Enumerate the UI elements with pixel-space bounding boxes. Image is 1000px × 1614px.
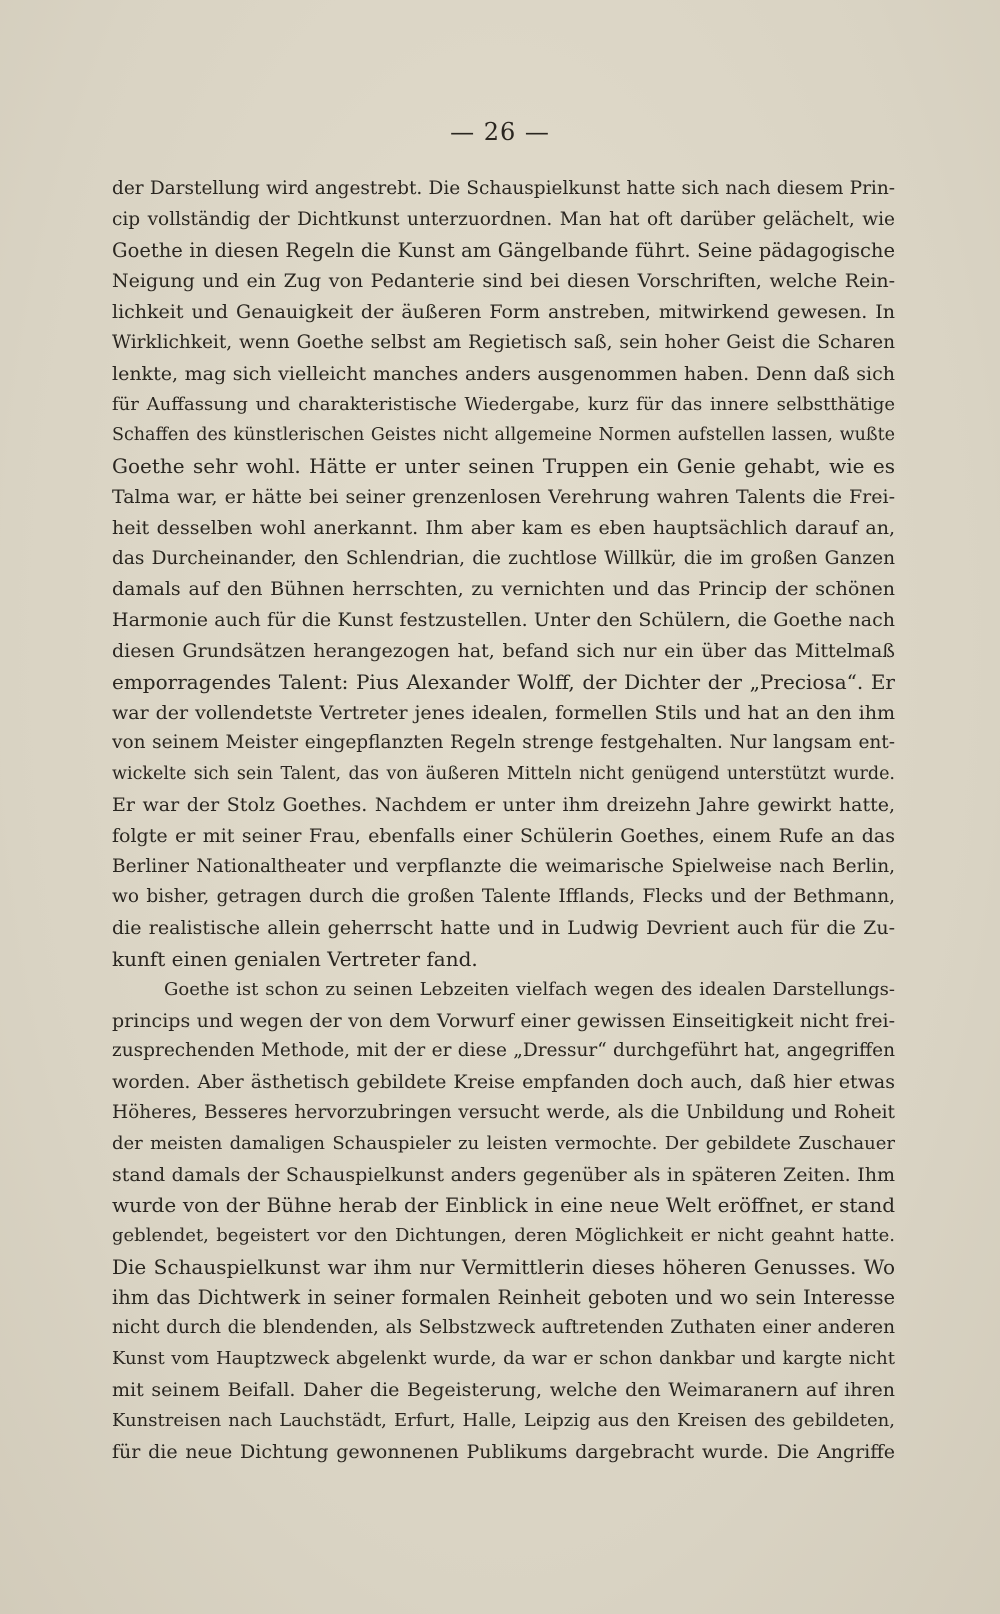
text-line: lichkeit und Genauigkeit der äußeren Form anstreben, mitwirkend gewesen. In [112, 301, 895, 324]
text-line: folgte er mit seiner Frau, ebenfalls einer Schülerin Goethes, einem Rufe an das [112, 824, 895, 847]
text-line: Goethe ist schon zu seinen Lebzeiten vielfach wegen des idealen Darstellungs- [164, 978, 895, 1000]
text-line: diesen Grundsätzen herangezogen hat, befand sich nur ein über das Mittelmaß [112, 639, 895, 662]
text-line: geblendet, begeistert vor den Dichtungen, deren Möglichkeit er nicht geahnt hatte. [112, 1225, 895, 1247]
text-line: stand damals der Schauspielkunst anders gegenüber als in späteren Zeiten. Ihm [112, 1163, 895, 1186]
text-line: wickelte sich sein Talent, das von äußeren Mitteln nicht genügend unterstützt wurde. [112, 764, 895, 785]
text-line: der Darstellung wird angestrebt. Die Schauspielkunst hatte sich nach diesem Prin- [112, 178, 895, 199]
text-line: Die Schauspielkunst war ihm nur Vermittlerin dieses höheren Genusses. Wo [112, 1254, 895, 1279]
text-line: für die neue Dichtung gewonnenen Publikums dargebracht wurde. Die Angriffe [112, 1440, 895, 1463]
text-line: wo bisher, getragen durch die großen Talente Ifflands, Flecks und der Bethmann, [112, 886, 895, 908]
text-line: Er war der Stolz Goethes. Nachdem er unter ihm dreizehn Jahre gewirkt hatte, [112, 793, 895, 816]
text-line: emporragendes Talent: Pius Alexander Wolff, der Dichter der „Preciosa“. Er [112, 669, 895, 694]
text-line: cip vollständig der Dichtkunst unterzuordnen. Man hat oft darüber gelächelt, wie [112, 208, 895, 230]
text-line: Kunstreisen nach Lauchstädt, Erfurt, Halle, Leipzig aus den Kreisen des gebildeten, [112, 1409, 895, 1431]
text-line: ihm das Dichtwerk in seiner formalen Reinheit geboten und wo sein Interesse [112, 1285, 895, 1309]
text-line: für Auffassung und charakteristische Wiedergabe, kurz für das innere selbstthätige [112, 393, 895, 415]
text-line: heit desselben wohl anerkannt. Ihm aber kam es eben hauptsächlich darauf an, [112, 516, 895, 539]
text-line: lenkte, mag sich vielleicht manches anders ausgenommen haben. Denn daß sich [112, 362, 895, 385]
text-line: mit seinem Beifall. Daher die Begeisterung, welche den Weimaranern auf ihren [112, 1379, 895, 1402]
body-text [112, 174, 895, 1467]
text-line: Kunst vom Hauptzweck abgelenkt wurde, da war er schon dankbar und kargte nicht [112, 1348, 895, 1370]
text-line: Schaffen des künstlerischen Geistes nicht allgemeine Normen aufstellen lassen, wußte [112, 425, 895, 446]
text-line: Berliner Nationaltheater und verpflanzte die weimarische Spielweise nach Berlin, [112, 855, 895, 877]
text-line: nicht durch die blendenden, als Selbstzweck auftretenden Zuthaten einer anderen [112, 1317, 895, 1339]
text-line: Talma war, er hätte bei seiner grenzenlosen Verehrung wahren Talents die Frei- [112, 485, 895, 508]
text-line: wurde von der Bühne herab der Einblick in eine neue Welt eröffnet, er stand [112, 1193, 895, 1218]
text-line: Goethe sehr wohl. Hätte er unter seinen Truppen ein Genie gehabt, wie es [112, 454, 895, 479]
text-line: der meisten damaligen Schauspieler zu leisten vermochte. Der gebildete Zuschauer [112, 1132, 895, 1154]
text-line: zusprechenden Methode, mit der er diese „Dressur“ durchgeführt hat, angegriffen [112, 1040, 895, 1062]
text-line: damals auf den Bühnen herrschten, zu vernichten und das Princip der schönen [112, 578, 895, 601]
text-line: Wirklichkeit, wenn Goethe selbst am Regietisch saß, sein hoher Geist die Scharen [112, 331, 895, 353]
text-line: die realistische allein geherrscht hatte und in Ludwig Devrient auch für die Zu- [112, 917, 895, 940]
text-line: Goethe in diesen Regeln die Kunst am Gängelbande führt. Seine pädagogische [112, 238, 895, 262]
text-line: Höheres, Besseres hervorzubringen versucht werde, als die Unbildung und Roheit [112, 1101, 895, 1123]
text-line: worden. Aber ästhetisch gebildete Kreise empfanden doch auch, daß hier etwas [112, 1071, 895, 1094]
text-line: kunft einen genialen Vertreter fand. [112, 946, 478, 971]
text-line: Harmonie auch für die Kunst festzustellen. Unter den Schülern, die Goethe nach [112, 609, 895, 632]
text-line: princips und wegen der von dem Vorwurf einer gewissen Einseitigkeit nicht frei- [112, 1009, 895, 1032]
text-line: Neigung und ein Zug von Pedanterie sind bei diesen Vorschriften, welche Rein- [112, 270, 895, 293]
page-number: — 26 — [450, 118, 550, 146]
text-line: das Durcheinander, den Schlendrian, die zuchtlose Willkür, die im großen Ganzen [112, 547, 895, 569]
text-line: war der vollendetste Vertreter jenes idealen, formellen Stils und hat an den ihm [112, 701, 895, 724]
text-line: von seinem Meister eingepflanzten Regeln strenge festgehalten. Nur langsam ent- [112, 732, 895, 754]
